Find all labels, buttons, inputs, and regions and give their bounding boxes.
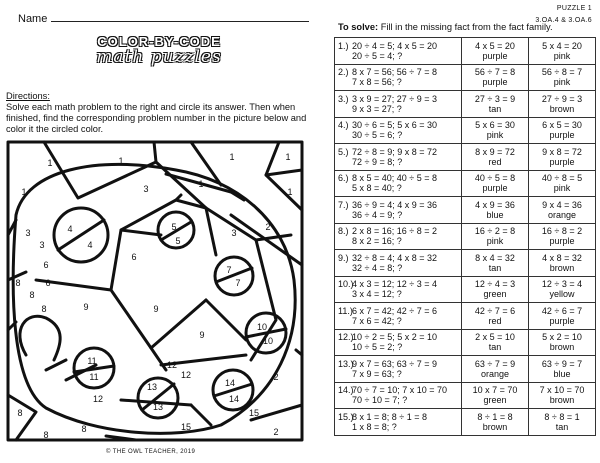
option-a-color: purple [482, 183, 508, 194]
worksheet-title [84, 34, 234, 67]
to-solve-lead: To solve: [338, 22, 379, 32]
table-row [335, 170, 596, 197]
region-label: 11 [87, 356, 97, 366]
answer-option-a[interactable] [462, 64, 529, 91]
problem-line-1: 4 x 3 = 12; 12 ÷ 3 = 4 [352, 279, 437, 290]
region-label: 9 [199, 330, 205, 340]
option-b-expression: 4 x 8 = 32 [542, 252, 582, 263]
region-label: 15 [248, 408, 260, 418]
answer-option-a[interactable] [462, 38, 529, 65]
region-label: 5 [175, 236, 181, 246]
option-b-color: brown [549, 262, 575, 273]
table-row [335, 91, 596, 118]
option-a-expression: 12 ÷ 4 = 3 [474, 279, 516, 290]
problem-line-2: 9 x 3 = 27; ? [352, 103, 402, 114]
problem-line-1: 8 x 1 = 8; 8 ÷ 1 = 8 [352, 411, 427, 422]
option-b-color: blue [553, 368, 571, 379]
region-label: 9 [153, 304, 159, 314]
problem-line-1: 10 ÷ 2 = 5; 5 x 2 = 10 [352, 332, 437, 343]
option-b-expression: 9 x 4 = 36 [542, 199, 582, 210]
problem-cell [335, 250, 462, 277]
option-b-expression: 5 x 2 = 10 [542, 332, 582, 343]
problem-line-1: 8 x 7 = 56; 56 ÷ 7 = 8 [352, 67, 437, 78]
option-a-color: green [483, 395, 507, 406]
problem-line-2: 8 x 2 = 16; ? [352, 236, 402, 247]
table-row [335, 409, 596, 436]
title-line-2: math puzzles [96, 47, 222, 67]
region-label: 1 [118, 156, 124, 166]
option-b-expression: 5 x 4 = 20 [542, 40, 582, 51]
problem-number: 14.) [338, 385, 354, 396]
region-label: 13 [146, 382, 158, 392]
problem-cell [335, 170, 462, 197]
option-b-color: purple [549, 236, 575, 247]
problem-number: 15.) [338, 411, 354, 422]
region-label: 2 [273, 372, 279, 382]
answer-option-a[interactable] [462, 329, 529, 356]
region-label: 11 [89, 372, 99, 382]
region-label: 8 [17, 408, 23, 418]
answer-option-b[interactable] [529, 329, 596, 356]
option-a-color: pink [486, 236, 504, 247]
problem-line-1: 30 ÷ 6 = 5; 5 x 6 = 30 [352, 120, 437, 131]
region-label: 8 [15, 278, 21, 288]
problem-line-2: 3 x 4 = 12; ? [352, 289, 402, 300]
region-label: 1 [47, 158, 53, 168]
answer-option-a[interactable] [462, 144, 529, 171]
answer-option-a[interactable] [462, 170, 529, 197]
picture-outlines [8, 142, 302, 440]
option-b-expression: 42 ÷ 6 = 7 [541, 305, 583, 316]
problem-number: 6.) [338, 173, 349, 184]
option-a-expression: 8 x 9 = 72 [475, 146, 515, 157]
option-a-expression: 5 x 6 = 30 [475, 120, 515, 131]
region-label: 12 [180, 370, 192, 380]
problem-cell [335, 91, 462, 118]
directions [6, 91, 316, 135]
answer-option-a[interactable] [462, 117, 529, 144]
option-a-expression: 16 ÷ 2 = 8 [474, 226, 516, 237]
region-label: 12 [92, 394, 104, 404]
option-b-color: tan [555, 421, 569, 432]
answer-option-b[interactable] [529, 409, 596, 436]
region-label: 14 [224, 378, 236, 388]
region-label: 2 [265, 222, 271, 232]
problem-line-1: 72 ÷ 8 = 9; 9 x 8 = 72 [352, 146, 437, 157]
problem-number: 4.) [338, 120, 349, 131]
answer-option-a[interactable] [462, 91, 529, 118]
option-b-expression: 12 ÷ 3 = 4 [541, 279, 583, 290]
answer-option-a[interactable] [462, 303, 529, 330]
region-label: 9 [83, 302, 89, 312]
region-label: 3 [25, 228, 31, 238]
problem-number: 11.) [338, 305, 353, 316]
answer-option-a[interactable] [462, 382, 529, 409]
problem-cell [335, 356, 462, 383]
option-b-expression: 6 x 5 = 30 [542, 120, 582, 131]
problem-number: 3.) [338, 93, 349, 104]
region-label: 6 [43, 260, 49, 270]
problem-line-2: 10 ÷ 5 = 2; ? [352, 342, 403, 353]
problem-line-2: 32 ÷ 4 = 8; ? [352, 262, 403, 273]
name-line [18, 13, 309, 25]
table-row [335, 197, 596, 224]
table-row [335, 382, 596, 409]
region-label: 2 [273, 427, 279, 437]
region-label: 4 [87, 240, 93, 250]
problem-number: 12.) [338, 332, 354, 343]
answer-option-b[interactable] [529, 38, 596, 65]
answer-option-b[interactable] [529, 382, 596, 409]
table-row [335, 223, 596, 250]
problem-number: 2.) [338, 67, 349, 78]
answer-option-b[interactable] [529, 91, 596, 118]
option-b-color: pink [553, 77, 571, 88]
option-a-color: blue [486, 209, 504, 220]
problem-number: 1.) [338, 40, 349, 51]
option-a-expression: 4 x 9 = 36 [475, 199, 515, 210]
problem-number: 10.) [338, 279, 354, 290]
answer-option-b[interactable] [529, 64, 596, 91]
option-a-expression: 56 ÷ 7 = 8 [474, 67, 516, 78]
answer-option-b[interactable] [529, 170, 596, 197]
region-label: 10 [262, 336, 274, 346]
answer-option-a[interactable] [462, 356, 529, 383]
to-solve-instructions [338, 22, 553, 32]
problem-cell [335, 38, 462, 65]
problem-cell [335, 382, 462, 409]
name-field[interactable] [51, 13, 309, 22]
problem-line-2: 7 x 8 = 56; ? [352, 77, 402, 88]
problem-line-2: 20 ÷ 5 = 4; ? [352, 50, 403, 61]
answer-option-a[interactable] [462, 276, 529, 303]
option-a-expression: 8 ÷ 1 = 8 [477, 411, 513, 422]
name-label: Name [18, 13, 48, 25]
option-a-color: green [483, 289, 507, 300]
problem-line-2: 72 ÷ 9 = 8; ? [352, 156, 403, 167]
option-a-expression: 63 ÷ 7 = 9 [474, 358, 516, 369]
problem-cell [335, 197, 462, 224]
region-label: 12 [166, 360, 178, 370]
option-a-color: tan [488, 342, 502, 353]
problem-cell [335, 117, 462, 144]
option-b-color: brown [549, 103, 575, 114]
answer-option-a[interactable] [462, 409, 529, 436]
option-a-expression: 2 x 5 = 10 [475, 332, 515, 343]
copyright-footer: © THE OWL TEACHER, 2019 [106, 449, 196, 455]
problem-line-1: 3 x 9 = 27; 27 ÷ 9 = 3 [352, 93, 437, 104]
directions-heading: Directions: [6, 91, 50, 101]
option-a-color: orange [480, 368, 510, 379]
option-a-color: tan [488, 103, 502, 114]
region-label: 13 [152, 402, 164, 412]
problem-number: 13.) [338, 358, 354, 369]
directions-body: Solve each math problem to the right and circle its answer. Then when finished, find the corresponding problem number in the picture below and color it the circled color. [6, 102, 307, 134]
standard-label: 3.OA.4 & 3.OA.6 [535, 17, 592, 24]
region-label: 15 [180, 422, 192, 432]
table-row [335, 329, 596, 356]
problem-number: 7.) [338, 199, 349, 210]
region-label: 10 [256, 322, 268, 332]
option-b-expression: 63 ÷ 9 = 7 [541, 358, 583, 369]
region-label: 7 [226, 265, 232, 275]
table-row [335, 303, 596, 330]
problem-line-2: 30 ÷ 5 = 6; ? [352, 130, 403, 141]
option-a-expression: 42 ÷ 7 = 6 [474, 305, 516, 316]
option-a-color: red [488, 315, 502, 326]
answer-option-a[interactable] [462, 250, 529, 277]
problem-cell [335, 276, 462, 303]
problem-number: 9.) [338, 252, 349, 263]
region-label: 8 [81, 424, 87, 434]
answer-option-b[interactable] [529, 303, 596, 330]
problem-line-1: 9 x 7 = 63; 63 ÷ 7 = 9 [352, 358, 437, 369]
problem-line-1: 2 x 8 = 16; 16 ÷ 8 = 2 [352, 226, 437, 237]
option-b-expression: 7 x 10 = 70 [539, 385, 585, 396]
option-b-expression: 27 ÷ 9 = 3 [541, 93, 583, 104]
problem-cell [335, 223, 462, 250]
option-b-color: purple [549, 156, 575, 167]
option-b-color: purple [549, 315, 575, 326]
problem-line-2: 7 x 9 = 63; ? [352, 368, 402, 379]
option-a-color: pink [486, 130, 504, 141]
option-a-expression: 40 ÷ 5 = 8 [474, 173, 516, 184]
problem-line-2: 36 ÷ 4 = 9; ? [352, 209, 403, 220]
region-label: 3 [143, 184, 149, 194]
problem-line-1: 20 ÷ 4 = 5; 4 x 5 = 20 [352, 40, 437, 51]
problem-cell [335, 64, 462, 91]
problem-line-2: 7 x 6 = 42; ? [352, 315, 402, 326]
region-label: 1 [229, 152, 235, 162]
region-label: 8 [43, 430, 49, 440]
answer-option-b[interactable] [529, 117, 596, 144]
option-a-color: brown [482, 421, 508, 432]
table-row [335, 38, 596, 65]
option-a-color: tan [488, 262, 502, 273]
option-a-expression: 8 x 4 = 32 [475, 252, 515, 263]
region-label: 8 [29, 290, 35, 300]
region-label: 1 [285, 152, 291, 162]
to-solve-text: Fill in the missing fact from the fact family. [380, 22, 553, 32]
answer-option-b[interactable] [529, 356, 596, 383]
answer-option-b[interactable] [529, 144, 596, 171]
answer-option-b[interactable] [529, 250, 596, 277]
option-a-color: purple [482, 77, 508, 88]
problem-cell [335, 303, 462, 330]
region-label: 5 [171, 222, 177, 232]
region-label: 7 [235, 278, 241, 288]
problem-cell [335, 144, 462, 171]
title-line-1: COLOR-BY-CODE [97, 34, 221, 49]
option-a-color: red [488, 156, 502, 167]
region-label: 1 [198, 179, 204, 189]
problem-line-1: 36 ÷ 9 = 4; 4 x 9 = 36 [352, 199, 437, 210]
option-b-expression: 8 ÷ 8 = 1 [544, 411, 580, 422]
problem-line-1: 32 ÷ 8 = 4; 4 x 8 = 32 [352, 252, 437, 263]
fact-family-table [334, 37, 596, 436]
problem-cell [335, 409, 462, 436]
option-b-expression: 9 x 8 = 72 [542, 146, 582, 157]
problem-line-1: 8 x 5 = 40; 40 ÷ 5 = 8 [352, 173, 437, 184]
option-b-expression: 40 ÷ 8 = 5 [541, 173, 583, 184]
problem-number: 8.) [338, 226, 349, 237]
option-b-color: purple [549, 130, 575, 141]
option-b-color: yellow [549, 289, 575, 300]
option-a-expression: 10 x 7 = 70 [472, 385, 518, 396]
region-label: 8 [41, 304, 47, 314]
region-label: 6 [45, 278, 51, 288]
table-row [335, 117, 596, 144]
option-a-expression: 27 ÷ 3 = 9 [474, 93, 516, 104]
region-label: 1 [21, 187, 27, 197]
table-row [335, 250, 596, 277]
region-label: 1 [287, 187, 293, 197]
region-label: 14 [228, 394, 240, 404]
option-b-color: brown [549, 395, 575, 406]
table-row [335, 356, 596, 383]
region-label: 3 [231, 228, 237, 238]
problem-line-2: 1 x 8 = 8; ? [352, 421, 397, 432]
table-row [335, 276, 596, 303]
option-b-color: pink [553, 183, 571, 194]
option-b-expression: 56 ÷ 8 = 7 [541, 67, 583, 78]
table-row [335, 64, 596, 91]
region-label: 6 [131, 252, 137, 262]
option-a-expression: 4 x 5 = 20 [475, 40, 515, 51]
problem-line-2: 5 x 8 = 40; ? [352, 183, 402, 194]
problem-line-2: 70 ÷ 10 = 7; ? [352, 395, 408, 406]
problem-line-1: 70 ÷ 7 = 10; 7 x 10 = 70 [352, 385, 448, 396]
color-by-code-picture [6, 140, 304, 442]
problem-line-1: 6 x 7 = 42; 42 ÷ 7 = 6 [352, 305, 437, 316]
option-a-color: purple [482, 50, 508, 61]
table-row [335, 144, 596, 171]
option-b-expression: 16 ÷ 8 = 2 [541, 226, 583, 237]
problem-cell [335, 329, 462, 356]
option-b-color: orange [547, 209, 577, 220]
problem-number: 5.) [338, 146, 349, 157]
answer-option-a[interactable] [462, 197, 529, 224]
option-b-color: brown [549, 342, 575, 353]
region-label: 3 [39, 240, 45, 250]
answer-option-a[interactable] [462, 223, 529, 250]
answer-option-b[interactable] [529, 197, 596, 224]
answer-option-b[interactable] [529, 276, 596, 303]
puzzle-label: PUZZLE 1 [556, 5, 592, 12]
answer-option-b[interactable] [529, 223, 596, 250]
region-label: 4 [67, 224, 73, 234]
option-b-color: pink [553, 50, 571, 61]
